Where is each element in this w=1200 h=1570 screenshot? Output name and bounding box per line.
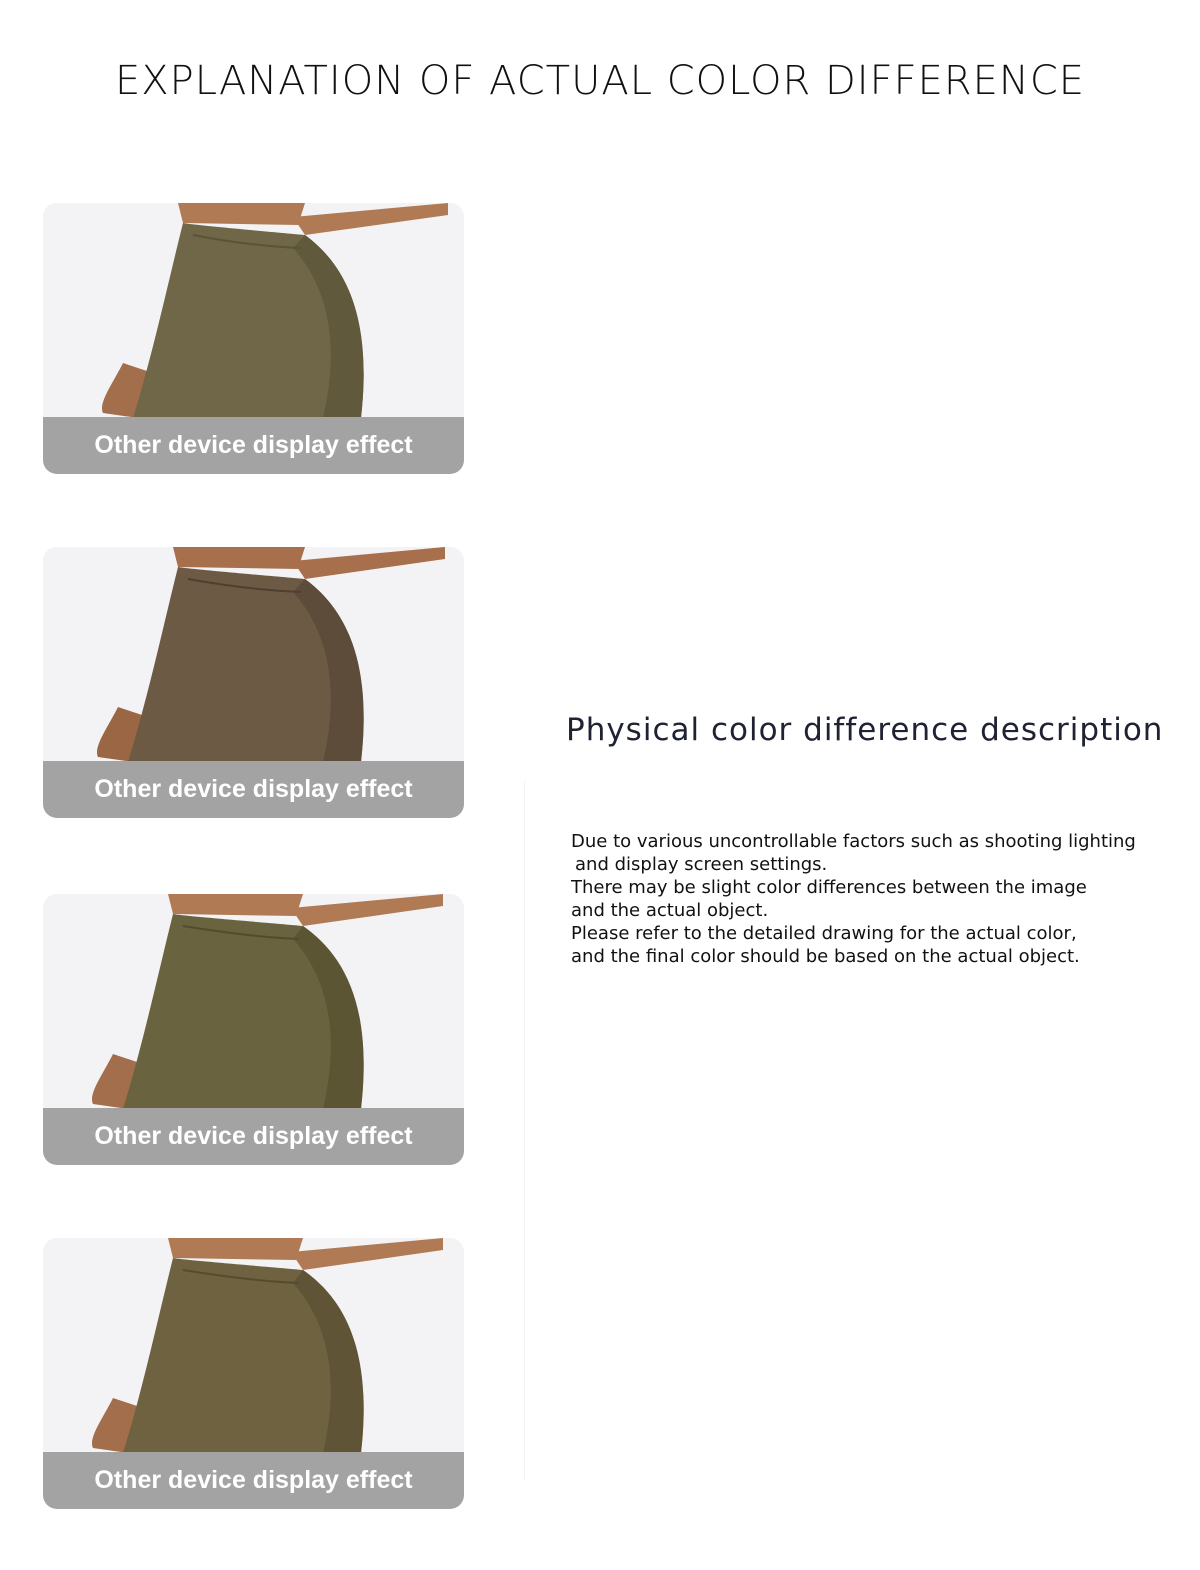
page-title: EXPLANATION OF ACTUAL COLOR DIFFERENCE — [114, 58, 1086, 104]
description-line: and display screen settings. — [575, 854, 828, 875]
product-photo-card — [43, 894, 464, 1165]
card-caption: Other device display effect — [43, 761, 464, 818]
product-photo-card — [43, 1238, 464, 1509]
description-line: There may be slight color differences between the image — [571, 877, 1087, 898]
description-line: and the final color should be based on the actual object. — [571, 946, 1080, 967]
torso — [168, 894, 303, 916]
description-line: and the actual object. — [571, 900, 769, 921]
leggings-photo — [43, 1238, 464, 1453]
divider — [524, 780, 525, 1480]
product-photo-card — [43, 547, 464, 818]
section-heading: Physical color difference description — [566, 712, 1164, 748]
leggings-photo — [43, 203, 464, 418]
leggings-photo — [43, 547, 464, 762]
card-caption: Other device display effect — [43, 417, 464, 474]
torso — [178, 203, 305, 225]
description-line: Please refer to the detailed drawing for the actual color, — [571, 923, 1077, 944]
card-caption: Other device display effect — [43, 1452, 464, 1509]
torso — [168, 1238, 303, 1260]
product-photo-card — [43, 203, 464, 474]
torso — [173, 547, 305, 569]
description-text — [571, 830, 1171, 968]
description-line: Due to various uncontrollable factors such as shooting lighting — [571, 831, 1136, 852]
leggings-photo — [43, 894, 464, 1109]
card-caption: Other device display effect — [43, 1108, 464, 1165]
